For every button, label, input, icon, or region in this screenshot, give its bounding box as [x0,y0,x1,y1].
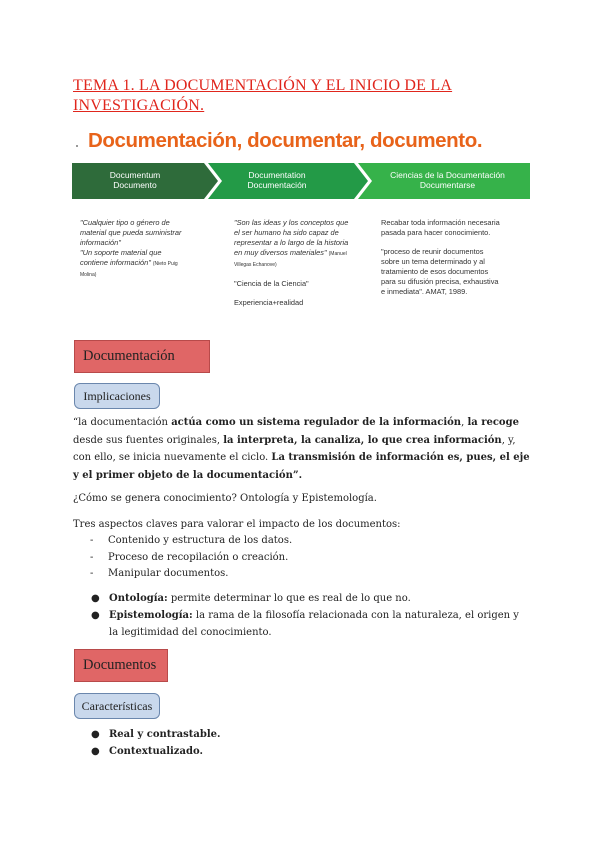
col3-para-1: Recabar toda información necesaria pasada para hacer conocimiento. [381,218,500,237]
quote-paragraph: “la documentación actúa como un sistema regulador de la información, la recoge desde sus fuentes originales, la interpreta, la canaliza, lo que crea información, y, con ello, se inicia nuevamente el ciclo. La transmisión de información es, pues, el eje y el primer objeto de la documentación”. [73,417,530,481]
slide-title: Documentación, documentar, documento. [88,129,483,152]
title-line-2: INVESTIGACIÓN. [73,97,205,114]
definitions-list [91,590,531,641]
subsection-implicaciones: Implicaciones [74,383,160,409]
chevron-label-3: Ciencias de la Documentación Documentarse [390,170,505,190]
slide-column-1 [80,218,190,289]
list-item: ● Epistemología: la rama de la filosofía relacionada con la naturaleza, el origen y la legitimidad del conocimiento. [91,610,519,638]
aspects-intro: Tres aspectos claves para valorar el impacto de los documentos: [73,519,401,530]
section-documentos: Documentos [74,649,168,682]
section-documentacion: Documentación [74,340,210,373]
list-item: - Contenido y estructura de los datos. [90,535,293,546]
chevron-label-2: Documentation Documentación [247,170,307,190]
characteristics-list [91,726,531,760]
question-line: ¿Cómo se genera conocimiento? Ontología y Epistemología. [73,493,377,504]
col1-quote-2-author: (Nieto Puig Molina) [80,261,178,278]
subsection-caracteristicas: Características [74,693,160,719]
aspects-list [90,533,292,583]
list-item: - Proceso de recopilación o creación. [90,551,289,563]
list-item: ● Ontología: permite determinar lo que es real de lo que no. [91,593,411,604]
col3-para-2: "proceso de reunir documentos sobre un tema determinado y al tratamiento de esos documentos para su difusión precisa, exhaustiva e inmediata". AMAT, 1989. [381,247,499,296]
chevron-label-1: Documentum Documento [109,170,161,190]
slide-column-3 [381,218,503,306]
document-title [73,76,493,116]
list-item: ● Real y contrastable. [91,729,221,740]
title-line-1: TEMA 1. LA DOCUMENTACIÓN Y EL INICIO DE LA [73,77,453,94]
col2-quote-1: "Son las ideas y los conceptos que el ser humano ha sido capaz de representar a lo largo de la historia en muy diversos materiales" [234,218,349,257]
col1-quote-1: "Cualquier tipo o género de material que pueda suministrar información" [80,218,182,247]
col2-quote-2: "Ciencia de la Ciencia" [234,279,309,288]
list-item: ● Contextualizado. [91,746,203,757]
col1-quote-2: "Un soporte material que contiene información" [80,248,162,267]
col2-quote-3: Experiencia+realidad [234,298,304,307]
col2-quote-1-author: (Manuel Villegas Echanove) [234,251,347,268]
slide-column-2 [234,218,354,317]
slide-bullet-mark [76,145,78,147]
list-item: - Manipular documentos. [90,568,229,579]
